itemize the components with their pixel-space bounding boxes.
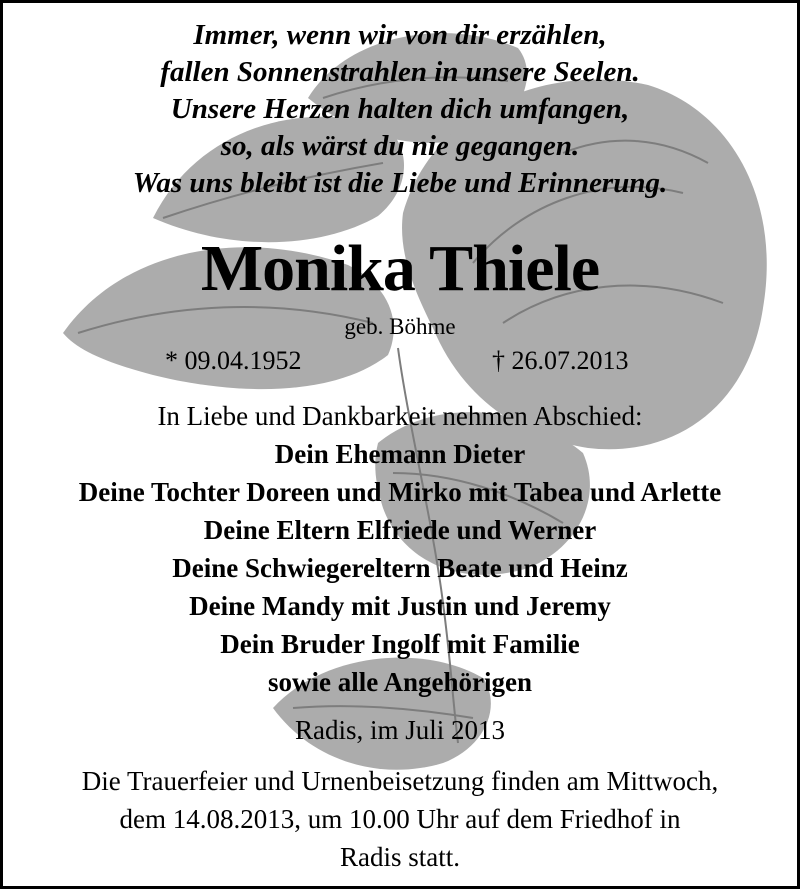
mourner-line: Dein Ehemann Dieter [274,439,526,469]
farewell-intro: In Liebe und Dankbarkeit nehmen Abschied: [157,401,643,431]
birth-name: geb. Böhme [344,314,456,339]
ceremony-line: Radis statt. [340,842,460,872]
death-date: † 26.07.2013 [492,346,629,375]
ceremony-line: Die Trauerfeier und Urnenbeisetzung finden am Mittwoch, [81,766,719,796]
birth-date: * 09.04.1952 [165,346,302,375]
mourner-line: sowie alle Angehörigen [268,667,532,697]
poem-line-1: Immer, wenn wir von dir erzählen, [193,19,607,51]
mourner-line: Deine Eltern Elfriede und Werner [203,515,597,545]
life-dates [3,346,797,378]
mourner-line: Deine Schwiegereltern Beate und Heinz [172,553,628,583]
ceremony-line: dem 14.08.2013, um 10.00 Uhr auf dem Friedhof in [119,804,681,834]
mourner-line: Dein Bruder Ingolf mit Familie [220,629,580,659]
poem-line-3: Unsere Herzen halten dich umfangen, [170,93,630,125]
poem-line-5: Was uns bleibt ist die Liebe und Erinnerung. [132,167,668,199]
mourner-line: Deine Tochter Doreen und Mirko mit Tabea und Arlette [78,477,722,507]
deceased-name: Monika Thiele [200,232,600,305]
mourner-line: Deine Mandy mit Justin und Jeremy [189,591,611,621]
place-date: Radis, im Juli 2013 [294,715,505,745]
poem-line-2: fallen Sonnenstrahlen in unsere Seelen. [160,56,640,88]
poem-line-4: so, als wärst du nie gegangen. [220,130,580,162]
